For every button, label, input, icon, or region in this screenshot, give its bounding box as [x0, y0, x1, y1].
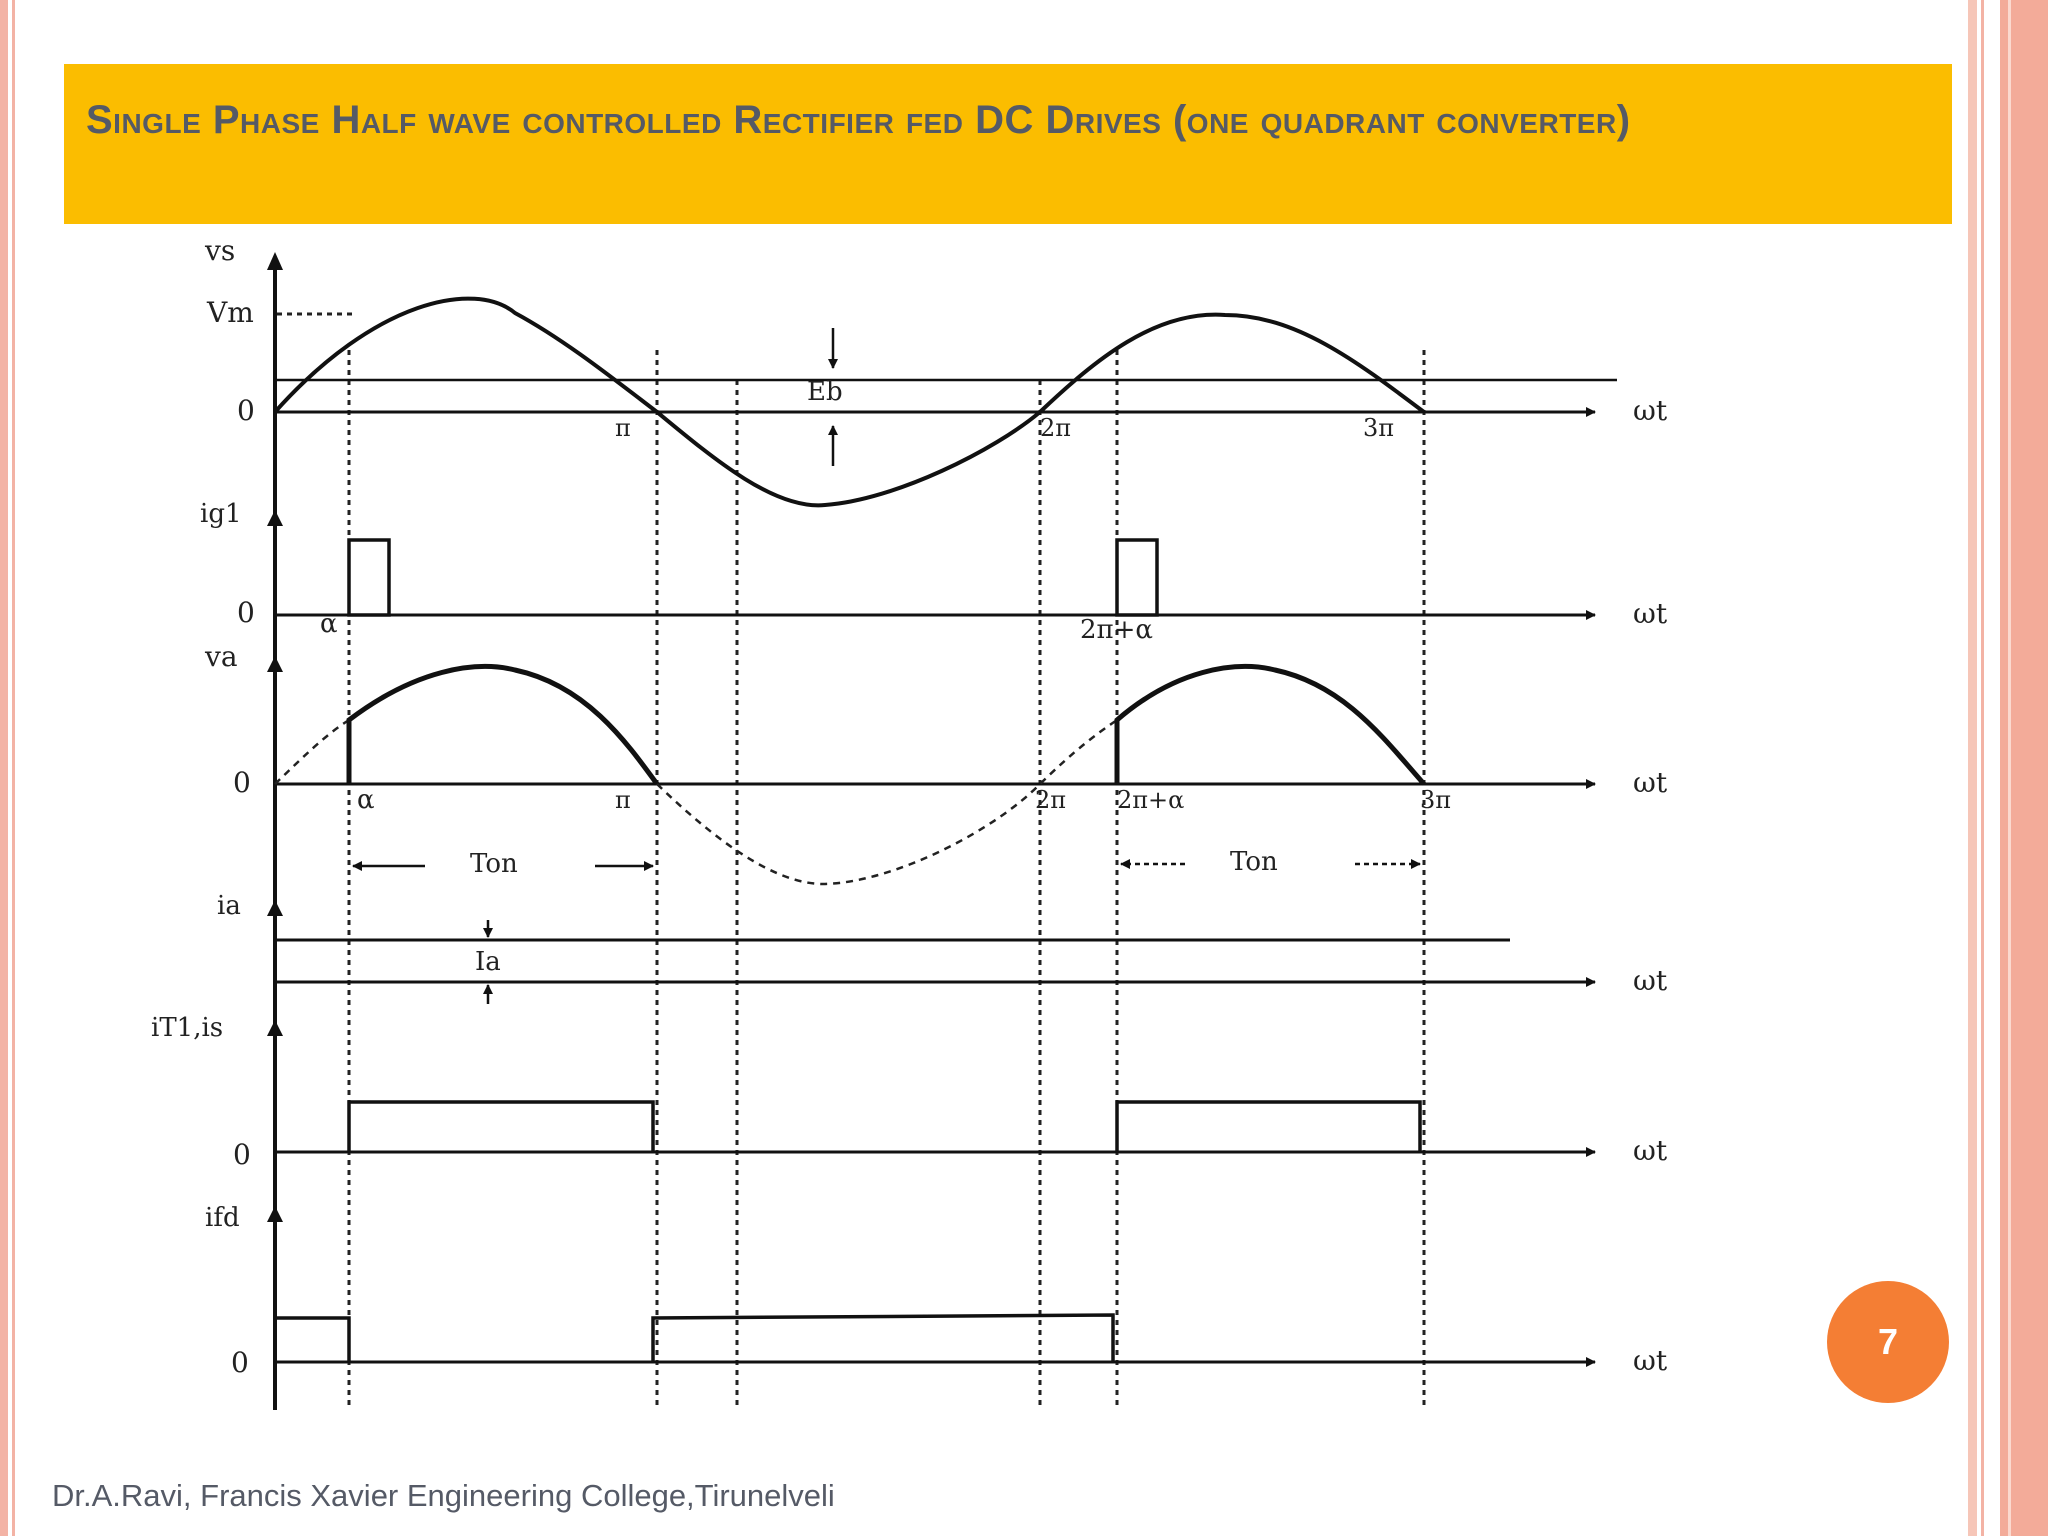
ig1-wt-label: ωt — [1633, 597, 1668, 630]
vs-axis-label: vs — [205, 234, 236, 267]
eb-label: Eb — [807, 377, 843, 407]
ton1-label: Ton — [470, 849, 518, 879]
gate-pulse-1 — [349, 540, 389, 615]
ifd-axis-label: ifd — [205, 1203, 240, 1233]
thyristor-current-pulse-2 — [1117, 1102, 1420, 1152]
page-number: 7 — [1877, 1321, 1899, 1362]
freewheel-current-1 — [275, 1318, 349, 1362]
gate-pulse-2 — [1117, 540, 1157, 615]
freewheel-current-2 — [653, 1315, 1113, 1362]
ia-axis-label: ia — [217, 891, 241, 921]
ig1-2pi-alpha-label: 2π+α — [1080, 615, 1153, 645]
right-border — [1968, 0, 2048, 1536]
vs-pi-label: π — [615, 414, 631, 442]
thyristor-current-pulse-1 — [349, 1102, 653, 1152]
vs-wt-label: ωt — [1633, 394, 1668, 427]
vs-sine-wave — [275, 299, 1424, 506]
vs-3pi-label: 3π — [1363, 414, 1395, 442]
title-bar — [64, 64, 1952, 224]
vm-label: Vm — [207, 296, 254, 329]
va-alpha-label: α — [357, 785, 375, 815]
left-border — [0, 0, 22, 1536]
va-conduction-1 — [349, 667, 657, 784]
va-wt-label: ωt — [1633, 766, 1668, 799]
slide-title: Single Phase Half wave controlled Rectifier fed DC Drives (one quadrant converter) — [86, 98, 1631, 142]
ig1-zero-label: 0 — [237, 596, 255, 629]
ig1-alpha-label: α — [320, 609, 338, 639]
page-number-badge — [1827, 1281, 1949, 1403]
it1-zero-label: 0 — [233, 1138, 251, 1171]
va-3pi-label: 3π — [1420, 786, 1452, 814]
ig1-axis-label: ig1 — [200, 499, 242, 529]
va-pi-label: π — [615, 786, 631, 814]
footer-credit: Dr.A.Ravi, Francis Xavier Engineering College,Tirunelveli — [52, 1478, 835, 1513]
vs-zero-label: 0 — [237, 394, 255, 427]
va-2pi-label: 2π — [1035, 786, 1067, 814]
va-dashed-lead-1 — [275, 720, 349, 784]
vs-2pi-label: 2π — [1040, 414, 1072, 442]
it1-axis-label: iT1,is — [151, 1013, 224, 1043]
va-zero-label: 0 — [233, 766, 251, 799]
ifd-zero-label: 0 — [231, 1346, 249, 1379]
waveform-diagram — [95, 230, 1735, 1430]
va-2pi-alpha-label: 2π+α — [1117, 786, 1185, 814]
va-axis-label: va — [205, 640, 238, 673]
va-conduction-2 — [1117, 667, 1424, 784]
ifd-wt-label: ωt — [1633, 1344, 1668, 1377]
ia-wt-label: ωt — [1633, 964, 1668, 997]
ton2-label: Ton — [1230, 847, 1278, 877]
ia-level-label: Ia — [475, 947, 501, 977]
it1-wt-label: ωt — [1633, 1134, 1668, 1167]
